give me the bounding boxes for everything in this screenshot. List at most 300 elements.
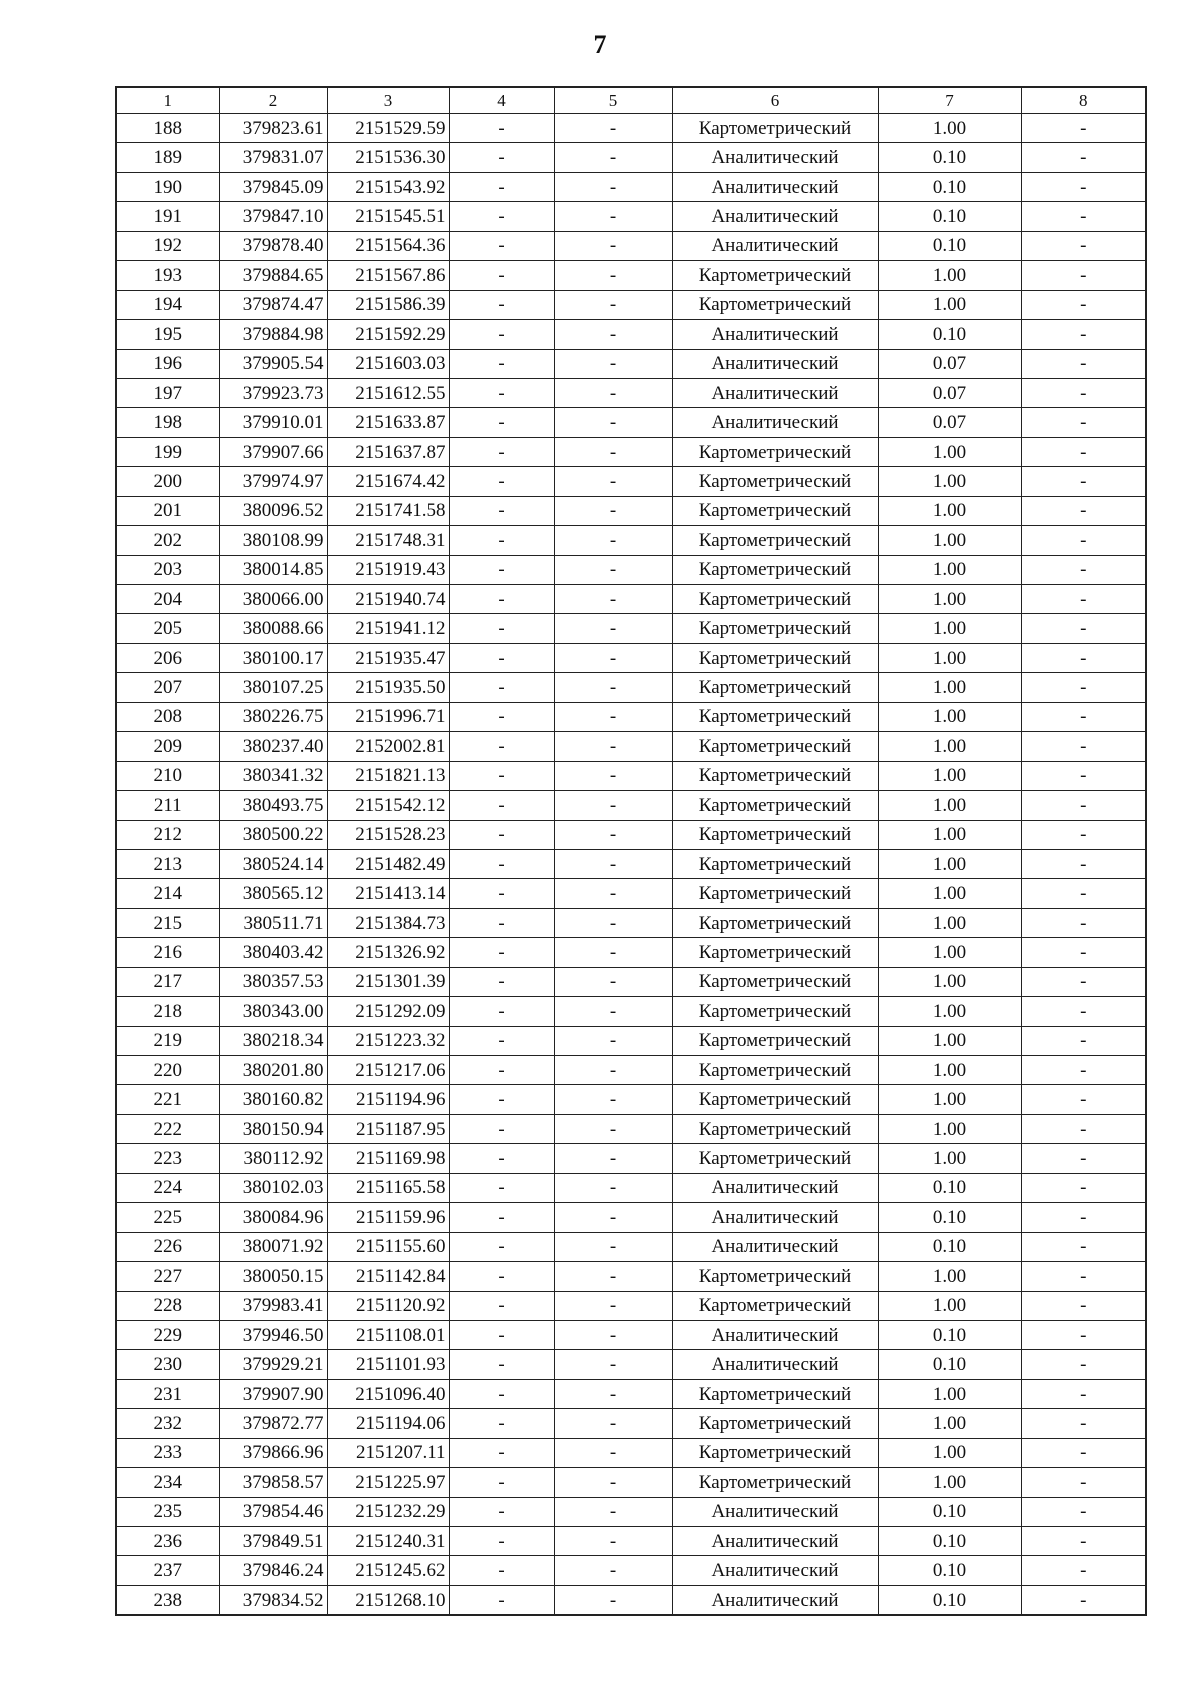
col5-cell: - — [554, 1409, 672, 1438]
y-coordinate-cell: 2151919.43 — [327, 555, 449, 584]
accuracy-cell: 1.00 — [878, 1026, 1021, 1055]
table-row — [116, 172, 1146, 201]
col4-cell: - — [449, 1468, 554, 1497]
method-cell: Картометрический — [672, 114, 878, 143]
col4-cell: - — [449, 114, 554, 143]
point-number-cell: 212 — [116, 820, 219, 849]
col8-cell: - — [1021, 378, 1146, 407]
col4-cell: - — [449, 643, 554, 672]
table-row — [116, 437, 1146, 466]
column-header: 4 — [449, 87, 554, 114]
y-coordinate-cell: 2151542.12 — [327, 791, 449, 820]
x-coordinate-cell: 379905.54 — [219, 349, 327, 378]
col4-cell: - — [449, 378, 554, 407]
col8-cell: - — [1021, 849, 1146, 878]
accuracy-cell: 1.00 — [878, 114, 1021, 143]
col5-cell: - — [554, 879, 672, 908]
col5-cell: - — [554, 732, 672, 761]
point-number-cell: 205 — [116, 614, 219, 643]
method-cell: Аналитический — [672, 202, 878, 231]
accuracy-cell: 1.00 — [878, 1409, 1021, 1438]
accuracy-cell: 1.00 — [878, 1144, 1021, 1173]
method-cell: Картометрический — [672, 938, 878, 967]
column-header: 7 — [878, 87, 1021, 114]
col8-cell: - — [1021, 1379, 1146, 1408]
col4-cell: - — [449, 791, 554, 820]
x-coordinate-cell: 380112.92 — [219, 1144, 327, 1173]
col4-cell: - — [449, 349, 554, 378]
x-coordinate-cell: 380102.03 — [219, 1173, 327, 1202]
accuracy-cell: 1.00 — [878, 1379, 1021, 1408]
point-number-cell: 210 — [116, 761, 219, 790]
x-coordinate-cell: 380343.00 — [219, 997, 327, 1026]
method-cell: Аналитический — [672, 1173, 878, 1202]
y-coordinate-cell: 2151096.40 — [327, 1379, 449, 1408]
method-cell: Аналитический — [672, 231, 878, 260]
x-coordinate-cell: 379910.01 — [219, 408, 327, 437]
accuracy-cell: 0.10 — [878, 320, 1021, 349]
table-row — [116, 1085, 1146, 1114]
col4-cell: - — [449, 1056, 554, 1085]
col4-cell: - — [449, 1144, 554, 1173]
accuracy-cell: 0.10 — [878, 1585, 1021, 1615]
col5-cell: - — [554, 967, 672, 996]
col5-cell: - — [554, 1173, 672, 1202]
col5-cell: - — [554, 849, 672, 878]
x-coordinate-cell: 380071.92 — [219, 1232, 327, 1261]
col5-cell: - — [554, 1468, 672, 1497]
x-coordinate-cell: 380108.99 — [219, 526, 327, 555]
x-coordinate-cell: 380341.32 — [219, 761, 327, 790]
col8-cell: - — [1021, 172, 1146, 201]
table-row — [116, 1556, 1146, 1585]
x-coordinate-cell: 379849.51 — [219, 1527, 327, 1556]
x-coordinate-cell: 380237.40 — [219, 732, 327, 761]
point-number-cell: 232 — [116, 1409, 219, 1438]
col4-cell: - — [449, 467, 554, 496]
col8-cell: - — [1021, 732, 1146, 761]
accuracy-cell: 1.00 — [878, 555, 1021, 584]
point-number-cell: 207 — [116, 673, 219, 702]
y-coordinate-cell: 2151292.09 — [327, 997, 449, 1026]
col5-cell: - — [554, 997, 672, 1026]
y-coordinate-cell: 2151301.39 — [327, 967, 449, 996]
col5-cell: - — [554, 320, 672, 349]
col4-cell: - — [449, 1173, 554, 1202]
col8-cell: - — [1021, 1527, 1146, 1556]
col4-cell: - — [449, 202, 554, 231]
col5-cell: - — [554, 908, 672, 937]
table-row — [116, 614, 1146, 643]
y-coordinate-cell: 2151245.62 — [327, 1556, 449, 1585]
method-cell: Картометрический — [672, 820, 878, 849]
col8-cell: - — [1021, 1585, 1146, 1615]
y-coordinate-cell: 2151633.87 — [327, 408, 449, 437]
method-cell: Картометрический — [672, 879, 878, 908]
accuracy-cell: 1.00 — [878, 614, 1021, 643]
column-header: 3 — [327, 87, 449, 114]
x-coordinate-cell: 379974.97 — [219, 467, 327, 496]
col8-cell: - — [1021, 1350, 1146, 1379]
col5-cell: - — [554, 1379, 672, 1408]
col4-cell: - — [449, 997, 554, 1026]
accuracy-cell: 1.00 — [878, 967, 1021, 996]
column-header: 8 — [1021, 87, 1146, 114]
x-coordinate-cell: 380403.42 — [219, 938, 327, 967]
col5-cell: - — [554, 378, 672, 407]
col5-cell: - — [554, 408, 672, 437]
x-coordinate-cell: 380107.25 — [219, 673, 327, 702]
method-cell: Картометрический — [672, 1438, 878, 1467]
method-cell: Картометрический — [672, 997, 878, 1026]
col4-cell: - — [449, 143, 554, 172]
method-cell: Аналитический — [672, 1527, 878, 1556]
y-coordinate-cell: 2151536.30 — [327, 143, 449, 172]
col4-cell: - — [449, 820, 554, 849]
point-number-cell: 209 — [116, 732, 219, 761]
col5-cell: - — [554, 526, 672, 555]
col5-cell: - — [554, 1556, 672, 1585]
table-row — [116, 1262, 1146, 1291]
col5-cell: - — [554, 1291, 672, 1320]
col8-cell: - — [1021, 820, 1146, 849]
table-row — [116, 673, 1146, 702]
y-coordinate-cell: 2151169.98 — [327, 1144, 449, 1173]
accuracy-cell: 1.00 — [878, 673, 1021, 702]
table-row — [116, 791, 1146, 820]
table-row — [116, 496, 1146, 525]
col8-cell: - — [1021, 349, 1146, 378]
point-number-cell: 192 — [116, 231, 219, 260]
col8-cell: - — [1021, 673, 1146, 702]
point-number-cell: 226 — [116, 1232, 219, 1261]
col8-cell: - — [1021, 879, 1146, 908]
col5-cell: - — [554, 791, 672, 820]
point-number-cell: 206 — [116, 643, 219, 672]
point-number-cell: 218 — [116, 997, 219, 1026]
y-coordinate-cell: 2151586.39 — [327, 290, 449, 319]
table-row — [116, 585, 1146, 614]
method-cell: Картометрический — [672, 849, 878, 878]
table-row — [116, 290, 1146, 319]
method-cell: Картометрический — [672, 555, 878, 584]
accuracy-cell: 0.10 — [878, 1320, 1021, 1349]
x-coordinate-cell: 379858.57 — [219, 1468, 327, 1497]
col8-cell: - — [1021, 1409, 1146, 1438]
col4-cell: - — [449, 290, 554, 319]
col4-cell: - — [449, 614, 554, 643]
x-coordinate-cell: 380357.53 — [219, 967, 327, 996]
col5-cell: - — [554, 1350, 672, 1379]
table-row — [116, 1585, 1146, 1615]
accuracy-cell: 1.00 — [878, 1262, 1021, 1291]
x-coordinate-cell: 379884.98 — [219, 320, 327, 349]
x-coordinate-cell: 379846.24 — [219, 1556, 327, 1585]
col4-cell: - — [449, 1262, 554, 1291]
col8-cell: - — [1021, 320, 1146, 349]
col5-cell: - — [554, 114, 672, 143]
table-row — [116, 114, 1146, 143]
col4-cell: - — [449, 261, 554, 290]
col8-cell: - — [1021, 1556, 1146, 1585]
x-coordinate-cell: 380066.00 — [219, 585, 327, 614]
accuracy-cell: 0.10 — [878, 202, 1021, 231]
accuracy-cell: 1.00 — [878, 849, 1021, 878]
col5-cell: - — [554, 1585, 672, 1615]
method-cell: Аналитический — [672, 1232, 878, 1261]
col8-cell: - — [1021, 1497, 1146, 1526]
accuracy-cell: 1.00 — [878, 526, 1021, 555]
y-coordinate-cell: 2151741.58 — [327, 496, 449, 525]
col4-cell: - — [449, 1203, 554, 1232]
method-cell: Картометрический — [672, 1085, 878, 1114]
col8-cell: - — [1021, 261, 1146, 290]
method-cell: Аналитический — [672, 1350, 878, 1379]
col8-cell: - — [1021, 1320, 1146, 1349]
x-coordinate-cell: 380050.15 — [219, 1262, 327, 1291]
accuracy-cell: 0.07 — [878, 349, 1021, 378]
table-row — [116, 467, 1146, 496]
method-cell: Аналитический — [672, 378, 878, 407]
x-coordinate-cell: 380160.82 — [219, 1085, 327, 1114]
x-coordinate-cell: 380493.75 — [219, 791, 327, 820]
accuracy-cell: 1.00 — [878, 643, 1021, 672]
col8-cell: - — [1021, 202, 1146, 231]
table-row — [116, 1232, 1146, 1261]
method-cell: Картометрический — [672, 1409, 878, 1438]
col8-cell: - — [1021, 702, 1146, 731]
y-coordinate-cell: 2151194.96 — [327, 1085, 449, 1114]
col5-cell: - — [554, 437, 672, 466]
x-coordinate-cell: 379884.65 — [219, 261, 327, 290]
col8-cell: - — [1021, 437, 1146, 466]
x-coordinate-cell: 379983.41 — [219, 1291, 327, 1320]
accuracy-cell: 0.07 — [878, 378, 1021, 407]
y-coordinate-cell: 2151941.12 — [327, 614, 449, 643]
method-cell: Аналитический — [672, 1320, 878, 1349]
point-number-cell: 191 — [116, 202, 219, 231]
col5-cell: - — [554, 1026, 672, 1055]
point-number-cell: 211 — [116, 791, 219, 820]
accuracy-cell: 0.10 — [878, 1497, 1021, 1526]
point-number-cell: 198 — [116, 408, 219, 437]
point-number-cell: 223 — [116, 1144, 219, 1173]
method-cell: Картометрический — [672, 437, 878, 466]
col8-cell: - — [1021, 555, 1146, 584]
y-coordinate-cell: 2151217.06 — [327, 1056, 449, 1085]
col8-cell: - — [1021, 143, 1146, 172]
col8-cell: - — [1021, 1114, 1146, 1143]
point-number-cell: 213 — [116, 849, 219, 878]
point-number-cell: 189 — [116, 143, 219, 172]
point-number-cell: 208 — [116, 702, 219, 731]
x-coordinate-cell: 379872.77 — [219, 1409, 327, 1438]
point-number-cell: 195 — [116, 320, 219, 349]
accuracy-cell: 1.00 — [878, 702, 1021, 731]
accuracy-cell: 1.00 — [878, 732, 1021, 761]
method-cell: Картометрический — [672, 1262, 878, 1291]
col5-cell: - — [554, 1438, 672, 1467]
col8-cell: - — [1021, 1173, 1146, 1202]
x-coordinate-cell: 380524.14 — [219, 849, 327, 878]
table-row — [116, 1203, 1146, 1232]
col5-cell: - — [554, 702, 672, 731]
col5-cell: - — [554, 614, 672, 643]
y-coordinate-cell: 2151207.11 — [327, 1438, 449, 1467]
x-coordinate-cell: 379854.46 — [219, 1497, 327, 1526]
col5-cell: - — [554, 643, 672, 672]
method-cell: Картометрический — [672, 1026, 878, 1055]
table-row — [116, 908, 1146, 937]
accuracy-cell: 1.00 — [878, 879, 1021, 908]
col8-cell: - — [1021, 997, 1146, 1026]
table-row — [116, 643, 1146, 672]
point-number-cell: 220 — [116, 1056, 219, 1085]
table-row — [116, 526, 1146, 555]
x-coordinate-cell: 379834.52 — [219, 1585, 327, 1615]
col4-cell: - — [449, 1497, 554, 1526]
point-number-cell: 224 — [116, 1173, 219, 1202]
col5-cell: - — [554, 820, 672, 849]
table-row — [116, 761, 1146, 790]
point-number-cell: 219 — [116, 1026, 219, 1055]
method-cell: Аналитический — [672, 143, 878, 172]
accuracy-cell: 1.00 — [878, 261, 1021, 290]
accuracy-cell: 0.10 — [878, 1556, 1021, 1585]
y-coordinate-cell: 2151674.42 — [327, 467, 449, 496]
x-coordinate-cell: 380096.52 — [219, 496, 327, 525]
col8-cell: - — [1021, 231, 1146, 260]
col5-cell: - — [554, 349, 672, 378]
method-cell: Картометрический — [672, 614, 878, 643]
x-coordinate-cell: 380218.34 — [219, 1026, 327, 1055]
y-coordinate-cell: 2151637.87 — [327, 437, 449, 466]
col5-cell: - — [554, 290, 672, 319]
col8-cell: - — [1021, 1262, 1146, 1291]
point-number-cell: 197 — [116, 378, 219, 407]
col4-cell: - — [449, 496, 554, 525]
table-row — [116, 1379, 1146, 1408]
point-number-cell: 222 — [116, 1114, 219, 1143]
column-header: 5 — [554, 87, 672, 114]
x-coordinate-cell: 380150.94 — [219, 1114, 327, 1143]
method-cell: Картометрический — [672, 1379, 878, 1408]
col5-cell: - — [554, 202, 672, 231]
col4-cell: - — [449, 1291, 554, 1320]
col5-cell: - — [554, 1527, 672, 1556]
y-coordinate-cell: 2151187.95 — [327, 1114, 449, 1143]
col4-cell: - — [449, 761, 554, 790]
col8-cell: - — [1021, 526, 1146, 555]
table-row — [116, 879, 1146, 908]
col5-cell: - — [554, 1262, 672, 1291]
table-row — [116, 378, 1146, 407]
col4-cell: - — [449, 1527, 554, 1556]
method-cell: Картометрический — [672, 1144, 878, 1173]
method-cell: Картометрический — [672, 585, 878, 614]
y-coordinate-cell: 2151935.50 — [327, 673, 449, 702]
point-number-cell: 215 — [116, 908, 219, 937]
method-cell: Картометрический — [672, 1468, 878, 1497]
page-number: 7 — [593, 30, 607, 59]
table-row — [116, 1173, 1146, 1202]
y-coordinate-cell: 2151482.49 — [327, 849, 449, 878]
col5-cell: - — [554, 761, 672, 790]
col4-cell: - — [449, 1379, 554, 1408]
col4-cell: - — [449, 1585, 554, 1615]
table-row — [116, 1144, 1146, 1173]
method-cell: Картометрический — [672, 496, 878, 525]
column-header: 6 — [672, 87, 878, 114]
y-coordinate-cell: 2151612.55 — [327, 378, 449, 407]
accuracy-cell: 0.10 — [878, 1232, 1021, 1261]
y-coordinate-cell: 2152002.81 — [327, 732, 449, 761]
col5-cell: - — [554, 467, 672, 496]
point-number-cell: 200 — [116, 467, 219, 496]
col8-cell: - — [1021, 290, 1146, 319]
col4-cell: - — [449, 1026, 554, 1055]
col4-cell: - — [449, 1556, 554, 1585]
point-number-cell: 229 — [116, 1320, 219, 1349]
col8-cell: - — [1021, 967, 1146, 996]
x-coordinate-cell: 380565.12 — [219, 879, 327, 908]
col8-cell: - — [1021, 938, 1146, 967]
col5-cell: - — [554, 1203, 672, 1232]
table-row — [116, 1527, 1146, 1556]
accuracy-cell: 0.10 — [878, 1350, 1021, 1379]
x-coordinate-cell: 379929.21 — [219, 1350, 327, 1379]
col4-cell: - — [449, 437, 554, 466]
y-coordinate-cell: 2151108.01 — [327, 1320, 449, 1349]
col4-cell: - — [449, 408, 554, 437]
accuracy-cell: 0.10 — [878, 231, 1021, 260]
point-number-cell: 221 — [116, 1085, 219, 1114]
x-coordinate-cell: 379946.50 — [219, 1320, 327, 1349]
y-coordinate-cell: 2151603.03 — [327, 349, 449, 378]
col4-cell: - — [449, 555, 554, 584]
point-number-cell: 203 — [116, 555, 219, 584]
col8-cell: - — [1021, 1056, 1146, 1085]
y-coordinate-cell: 2151748.31 — [327, 526, 449, 555]
col8-cell: - — [1021, 1203, 1146, 1232]
table-row — [116, 967, 1146, 996]
table-row — [116, 555, 1146, 584]
table-row — [116, 702, 1146, 731]
point-number-cell: 234 — [116, 1468, 219, 1497]
col5-cell: - — [554, 143, 672, 172]
accuracy-cell: 1.00 — [878, 908, 1021, 937]
point-number-cell: 217 — [116, 967, 219, 996]
y-coordinate-cell: 2151120.92 — [327, 1291, 449, 1320]
accuracy-cell: 0.10 — [878, 172, 1021, 201]
y-coordinate-cell: 2151413.14 — [327, 879, 449, 908]
point-number-cell: 202 — [116, 526, 219, 555]
col8-cell: - — [1021, 614, 1146, 643]
table-row — [116, 408, 1146, 437]
y-coordinate-cell: 2151326.92 — [327, 938, 449, 967]
method-cell: Картометрический — [672, 967, 878, 996]
y-coordinate-cell: 2151155.60 — [327, 1232, 449, 1261]
accuracy-cell: 1.00 — [878, 1085, 1021, 1114]
col4-cell: - — [449, 849, 554, 878]
point-number-cell: 233 — [116, 1438, 219, 1467]
col5-cell: - — [554, 673, 672, 702]
accuracy-cell: 1.00 — [878, 1114, 1021, 1143]
y-coordinate-cell: 2151564.36 — [327, 231, 449, 260]
col5-cell: - — [554, 555, 672, 584]
point-number-cell: 230 — [116, 1350, 219, 1379]
col8-cell: - — [1021, 408, 1146, 437]
